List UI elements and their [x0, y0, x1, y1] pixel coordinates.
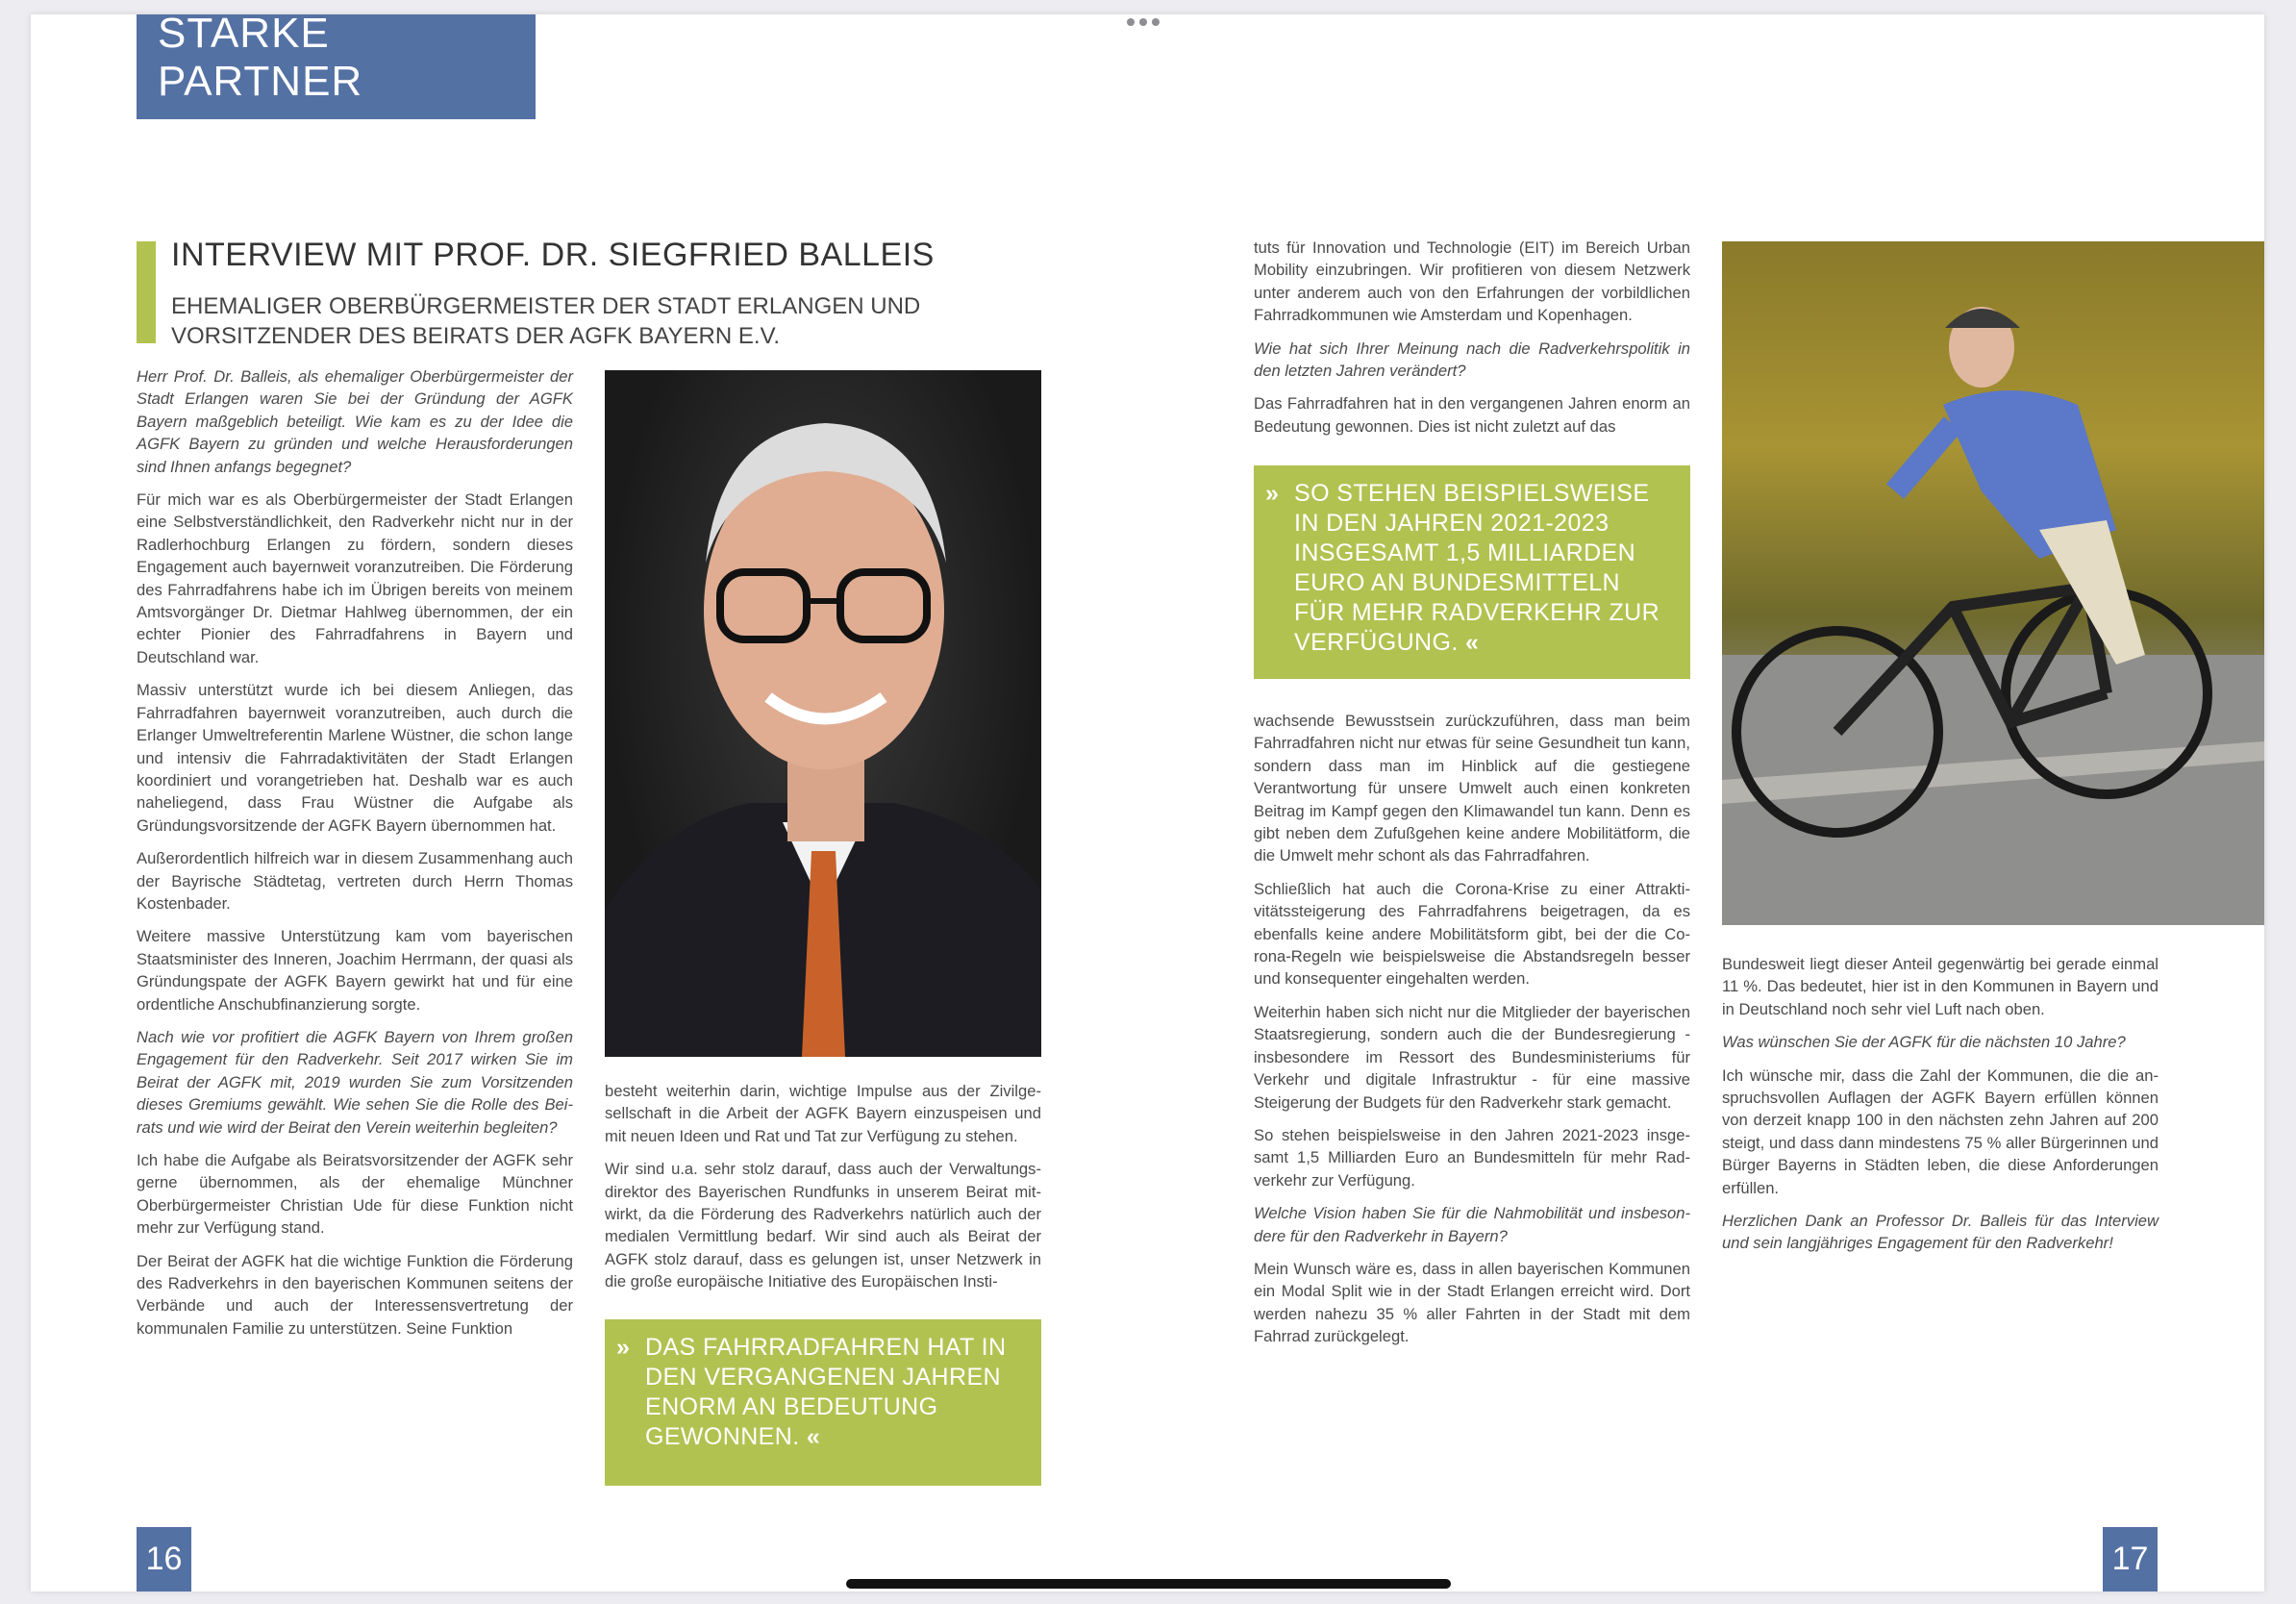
- text-column-4: [1722, 953, 2159, 1266]
- text-column-2: [605, 1080, 1041, 1304]
- portrait-photo: [605, 370, 1041, 1057]
- interview-answer: wachsende Bewusstsein zurückzuführen, dass man beim Fahrradfahren nicht nur etwas für seine Gesundheit tun kann, sondern dass man im Hinblick auf die gestiegene Verantwortung für unsere Umwelt auch einen konkreten Beitrag im Kampf gegen den Klimawandel tun kann. Denn es gibt neben dem Zufußgehen keine andere Mobilitätform, die die Umwelt mehr schont als das Fahrradfahren.: [1254, 712, 1690, 865]
- interview-answer: Weitere massive Unterstützung kam vom bayerischen Staatsminister des Inneren, Joachim Herrmann, der quasi als Gründungspate der AGFK Bayern gewirkt hat und für eine ordentliche Anschubfinanzierung sorgte.: [137, 927, 573, 1014]
- interview-answer: Ich habe die Aufgabe als Beiratsvorsitzender der AGFK sehr gerne übernommen, als der ehemalige Münchner Oberbürgermeister Christian Ude für diese Funktion nicht mehr zur Verfügung stand.: [137, 1151, 573, 1238]
- text-column-3-top: [1254, 237, 1690, 448]
- pull-quote-2: [1254, 465, 1690, 679]
- interview-question: Wie hat sich Ihrer Meinung nach die Radverkehrspolitik in den letzten Jahren verändert?: [1254, 338, 1690, 381]
- page-number-left: 16: [137, 1527, 191, 1591]
- interview-answer: Bundesweit liegt dieser Anteil gegenwärtig bei gerade einmal 11 %. Das bedeutet, hier ist in den Kommunen in Bayern und in Deutschland noch sehr viel Luft nach oben.: [1722, 955, 2159, 1018]
- cyclist-photo: [1722, 241, 2264, 925]
- interview-answer: Das Fahrradfahren hat in den vergangenen Jahren enorm an Bedeutung gewonnen. Dies ist nicht zuletzt auf das: [1254, 394, 1690, 436]
- text-column-3-bottom: [1254, 710, 1690, 1359]
- interview-answer: besteht weiterhin darin, wichtige Impulse aus der Zivilgesellschaft in die Arbeit der AGFK Bayern einzuspeisen und mit neuen Ideen und Rat und Tat zur Verfügung zu stehen.: [605, 1082, 1041, 1145]
- article-title: INTERVIEW MIT PROF. DR. SIEGFRIED BALLEIS: [171, 237, 935, 273]
- more-options-icon[interactable]: [1127, 18, 1160, 26]
- interview-answer: Außerordentlich hilfreich war in diesem Zusammenhang auch der Bayrische Städtetag, vertreten durch Herrn Thomas Kostenbader.: [137, 849, 573, 913]
- interview-answer: So stehen beispielsweise in den Jahren 2021-2023 insgesamt 1,5 Milliarden Euro an Bundesmitteln für mehr Radverkehr zur Verfügung.: [1254, 1125, 1690, 1190]
- interview-answer: tuts für Innovation und Technologie (EIT) im Bereich Urban Mobility einzubringen. Wir profitieren von diesem Netzwerk unter anderem auch von den Erfahrungen der vorbildlichen Fahrradkommunen wie Amsterdam und Kopenhagen.: [1254, 238, 1690, 325]
- text-column-1: [137, 365, 573, 1350]
- interview-answer: Ich wünsche mir, dass die Zahl der Kommunen, die die anspruchsvollen Auflagen der AGFK Bayern erfüllen können von derzeit knapp 100 in den nächsten zehn Jahren auf 200 steigt, und dass dann mindestens 75 % aller Bürgerinnen und Bürger Bayerns in Städten leben, die diese Anforderungen erfüllen.: [1722, 1065, 2159, 1197]
- interview-answer: Wir sind u.a. sehr stolz darauf, dass auch der Verwaltungsdirektor des Bayerischen Rundfunks in unserem Beirat mitwirkt, da die Förderung des Radverkehrs natürlich auch der medialen Vermittlung bedarf. Wir sind auch als Beirat der AGFK stolz darauf, dass es gelungen ist, unser Netzwerk in die große europäische Initiative des Europäischen Insti-: [605, 1160, 1041, 1291]
- interview-answer: Schließlich hat auch die Corona-Krise zu einer Attraktivitätssteigerung des Fahrradfahrens beigetragen, da es ebenfalls keine andere Mobilitätsform gibt, bei der die Corona-Regeln wie beispielsweise die Abstandsregeln besser und konsequenter eingehalten werden.: [1254, 879, 1690, 989]
- section-tag: STARKE PARTNER: [137, 14, 536, 119]
- interview-answer: Für mich war es als Oberbürgermeister der Stadt Erlangen eine Selbstverständlichkeit, den Radverkehr nicht nur in der Radlerhochburg Erlangen zu fördern, sondern dieses Engagement auch bayernweit voranzutreiben. Die Förderung des Fahrradfahrens habe ich im Übrigen bereits von meinem Amtsvorgänger Dr. Dietmar Hahlweg übernommen, der ein echter Pionier des Fahrradfahrens in Bayern und Deutschland war.: [137, 490, 573, 666]
- interview-question: Herzlichen Dank an Professor Dr. Balleis für das Interview und sein langjähriges Engagement für den Radverkehr!: [1722, 1212, 2159, 1253]
- quote-open-icon: »: [616, 1334, 631, 1361]
- article-subtitle: EHEMALIGER OBERBÜRGERMEISTER DER STADT ERLANGEN UND VORSITZENDER DES BEIRATS DER AGFK BAYERN E.V.: [171, 293, 921, 349]
- interview-question: Welche Vision haben Sie für die Nahmobilität und insbesondere für den Radverkehr in Bayern?: [1254, 1204, 1690, 1245]
- interview-answer: Massiv unterstützt wurde ich bei diesem Anliegen, das Fahrradfahren bayernweit voranzutreiben, auch durch die Erlanger Umweltreferentin Marlene Wüstner, die schon lange und intensiv die Fahrradaktivitäten der Stadt Erlangen koordiniert und vorangetrieben hat. Deshalb war es auch naheliegend, dass Frau Wüstner die Aufgabe als Gründungsvorsitzende der AGFK Bayern übernommen hat.: [137, 681, 573, 835]
- home-indicator[interactable]: [846, 1579, 1451, 1589]
- pull-quote-text: DAS FAHRRADFAHREN HAT IN DEN VERGANGENEN JAHREN ENORM AN BEDEUTUNG GEWONNEN.: [645, 1334, 1007, 1450]
- interview-answer: Mein Wunsch wäre es, dass in allen bayerischen Kommunen ein Modal Split wie in der Stadt Erlangen erreicht wird. Dort werden nahezu 35 % aller Fahrten in der Stadt mit dem Fahrrad zurückgelegt.: [1254, 1259, 1690, 1346]
- interview-answer: Der Beirat der AGFK hat die wichtige Funktion die Förderung des Radverkehrs in den bayerischen Kommunen seitens der Verbände und auch der Interessensvertretung der kommunalen Familie zu unterstützen. Seine Funktion: [137, 1251, 573, 1338]
- pull-quote-1: [605, 1319, 1041, 1486]
- pull-quote-text: SO STEHEN BEISPIELSWEISE IN DEN JAHREN 2021-2023 INSGESAMT 1,5 MILLIARDEN EURO AN BUNDESMITTELN FÜR MEHR RADVERKEHR ZUR VERFÜGUNG.: [1294, 480, 1660, 656]
- title-accent-bar: [137, 241, 156, 343]
- quote-close-icon: «: [806, 1423, 821, 1450]
- interview-question: Herr Prof. Dr. Balleis, als ehemaliger Oberbürgermeister der Stadt Erlangen waren Sie bei der Gründung der AGFK Bayern maßgeblich beteiligt. Wie kam es zu der Idee die AGFK Bayern zu gründen und welche Herausforderungen sind Ihnen anfangs begegnet?: [137, 367, 573, 476]
- interview-question: Was wünschen Sie der AGFK für die nächsten 10 Jahre?: [1722, 1033, 2126, 1052]
- interview-answer: Weiterhin haben sich nicht nur die Mitglieder der bayerischen Staatsregierung, sondern auch die der Bundesregierung - insbesondere im Ressort des Bundesministeriums für Verkehr und digitale Infrastruktur - für eine massive Steigerung der Budgets für den Radverkehr stark gemacht.: [1254, 1002, 1690, 1112]
- quote-open-icon: »: [1265, 480, 1280, 507]
- quote-close-icon: «: [1465, 629, 1480, 656]
- interview-question: Nach wie vor profitiert die AGFK Bayern von Ihrem großen Engagement für den Radverkehr. Seit 2017 wirken Sie im Beirat der AGFK mit, 2019 wurden Sie zum Vorsitzenden dieses Gremiums gewählt. Wie sehen Sie die Rolle des Beirats und wie wird der Beirat den Verein weiterhin begleiten?: [137, 1027, 573, 1137]
- page-number-right: 17: [2103, 1527, 2158, 1591]
